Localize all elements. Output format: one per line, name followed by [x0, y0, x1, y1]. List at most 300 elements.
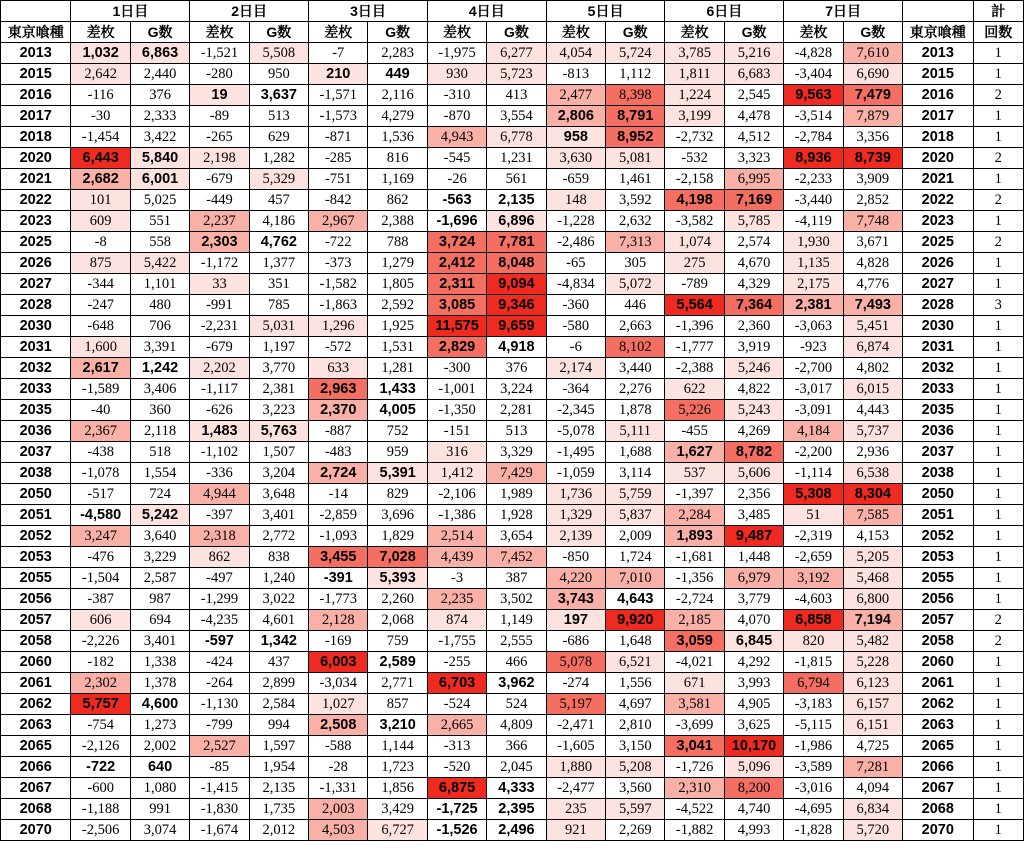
games-cell: 7,194: [843, 610, 902, 631]
machine-number-cell: 2023: [1, 211, 71, 232]
diff-cell: -1,299: [190, 589, 249, 610]
table-row: [1, 400, 1024, 421]
diff-cell: 9,563: [784, 85, 843, 106]
games-cell: 838: [249, 547, 308, 568]
machine-number-cell: 2018: [1, 127, 71, 148]
diff-cell: -1,396: [665, 316, 724, 337]
games-cell: 513: [487, 421, 546, 442]
machine-number-cell: 2035: [1, 400, 71, 421]
games-cell: 8,048: [487, 253, 546, 274]
diff-cell: 3,630: [546, 148, 605, 169]
games-cell: 3,779: [724, 589, 783, 610]
table-row: [1, 43, 1024, 64]
games-cell: 1,531: [368, 337, 427, 358]
diff-cell: -3,699: [665, 715, 724, 736]
games-cell: 6,845: [724, 631, 783, 652]
diff-cell: 2,284: [665, 505, 724, 526]
games-cell: 6,690: [843, 64, 902, 85]
games-cell: 4,993: [724, 820, 783, 841]
games-cell: 457: [249, 190, 308, 211]
games-cell: 1,878: [606, 400, 665, 421]
diff-cell: -2,506: [71, 820, 130, 841]
diff-cell: 2,311: [427, 274, 486, 295]
games-cell: 5,451: [843, 316, 902, 337]
games-cell: 1,281: [368, 358, 427, 379]
diff-cell: 210: [309, 64, 368, 85]
count-cell: 1: [973, 673, 1023, 694]
table-row: [1, 463, 1024, 484]
diff-cell: 6,003: [309, 652, 368, 673]
diff-cell: -3,016: [784, 778, 843, 799]
games-cell: 2,360: [724, 316, 783, 337]
diff-cell: 4,184: [784, 421, 843, 442]
diff-cell: -449: [190, 190, 249, 211]
machine-number-cell: 2036: [903, 421, 973, 442]
diff-cell: 3,085: [427, 295, 486, 316]
diff-cell: -923: [784, 337, 843, 358]
diff-cell: 6,443: [71, 148, 130, 169]
games-cell: 2,545: [724, 85, 783, 106]
machine-number-cell: 2062: [1, 694, 71, 715]
diff-cell: -65: [546, 253, 605, 274]
games-cell: 387: [487, 568, 546, 589]
games-cell: 7,281: [843, 757, 902, 778]
diff-cell: -4,119: [784, 211, 843, 232]
games-cell: 5,720: [843, 820, 902, 841]
games-cell: 1,805: [368, 274, 427, 295]
machine-number-cell: 2052: [903, 526, 973, 547]
games-cell: 4,443: [843, 400, 902, 421]
diff-cell: -7: [309, 43, 368, 64]
games-cell: 1,080: [130, 778, 189, 799]
diff-cell: 2,235: [427, 589, 486, 610]
games-cell: 1,723: [368, 757, 427, 778]
diff-cell: 2,128: [309, 610, 368, 631]
games-cell: 1,433: [368, 379, 427, 400]
games-cell: 3,229: [130, 547, 189, 568]
machine-number-cell: 2058: [903, 631, 973, 652]
diff-cell: -3,582: [665, 211, 724, 232]
day-5-header: 5日目: [546, 1, 665, 22]
games-cell: 6,001: [130, 169, 189, 190]
games-cell: 3,329: [487, 442, 546, 463]
diff-cell: 3,581: [665, 694, 724, 715]
diff-cell: -1,093: [309, 526, 368, 547]
diff-cell: -3,091: [784, 400, 843, 421]
games-cell: 5,763: [249, 421, 308, 442]
games-cell: 3,210: [368, 715, 427, 736]
games-cell: 3,401: [130, 631, 189, 652]
machine-number-cell: 2058: [1, 631, 71, 652]
diff-cell: -2,106: [427, 484, 486, 505]
games-cell: 1,856: [368, 778, 427, 799]
diff-cell: -1,117: [190, 379, 249, 400]
diff-cell: 2,318: [190, 526, 249, 547]
diff-cell: -285: [309, 148, 368, 169]
diff-cell: 2,514: [427, 526, 486, 547]
games-cell: 1,556: [606, 673, 665, 694]
diff-cell: -30: [71, 106, 130, 127]
machine-number-cell: 2067: [903, 778, 973, 799]
machine-header-left: 東京喰種: [1, 22, 71, 43]
table-row: [1, 379, 1024, 400]
diff-cell: -3,440: [784, 190, 843, 211]
count-cell: 1: [973, 778, 1023, 799]
diff-cell: 622: [665, 379, 724, 400]
diff-cell: -686: [546, 631, 605, 652]
games-cell: 3,485: [724, 505, 783, 526]
games-cell: 437: [249, 652, 308, 673]
games-cell: 1,197: [249, 337, 308, 358]
games-cell: 5,208: [606, 757, 665, 778]
games-cell: 6,995: [724, 169, 783, 190]
diff-cell: 1,880: [546, 757, 605, 778]
games-cell: 6,151: [843, 715, 902, 736]
diff-cell: 6,703: [427, 673, 486, 694]
diff-cell: -182: [71, 652, 130, 673]
games-cell: 2,260: [368, 589, 427, 610]
games-cell: 413: [487, 85, 546, 106]
diff-cell: -28: [309, 757, 368, 778]
games-cell: 5,031: [249, 316, 308, 337]
games-cell: 1,597: [249, 736, 308, 757]
table-row: [1, 148, 1024, 169]
count-cell: 1: [973, 274, 1023, 295]
games-cell: 2,116: [368, 85, 427, 106]
diff-cell: -991: [190, 295, 249, 316]
games-cell: 5,482: [843, 631, 902, 652]
games-cell: 4,600: [130, 694, 189, 715]
games-cell: 4,153: [843, 526, 902, 547]
games-cell: 2,936: [843, 442, 902, 463]
games-cell: 1,240: [249, 568, 308, 589]
table-row: [1, 85, 1024, 106]
diff-cell: -600: [71, 778, 130, 799]
diff-cell: 1,412: [427, 463, 486, 484]
machine-number-cell: 2066: [1, 757, 71, 778]
games-cell: 2,333: [130, 106, 189, 127]
machine-number-cell: 2068: [1, 799, 71, 820]
games-cell: 2,276: [606, 379, 665, 400]
diff-cell: 3,724: [427, 232, 486, 253]
diff-cell: -1,001: [427, 379, 486, 400]
diff-cell: -336: [190, 463, 249, 484]
diff-cell: -4,580: [71, 505, 130, 526]
games-cell: 640: [130, 757, 189, 778]
diff-header: 差枚: [71, 22, 130, 43]
games-cell: 8,200: [724, 778, 783, 799]
diff-header: 差枚: [546, 22, 605, 43]
games-cell: 2,440: [130, 64, 189, 85]
machine-number-cell: 2032: [1, 358, 71, 379]
games-cell: 3,648: [249, 484, 308, 505]
diff-cell: -648: [71, 316, 130, 337]
machine-number-cell: 2070: [903, 820, 973, 841]
diff-cell: -1,726: [665, 757, 724, 778]
diff-cell: -1,589: [71, 379, 130, 400]
day-1-header: 1日目: [71, 1, 190, 22]
games-cell: 366: [487, 736, 546, 757]
games-cell: 2,009: [606, 526, 665, 547]
games-cell: 2,496: [487, 820, 546, 841]
games-cell: 3,671: [843, 232, 902, 253]
count-cell: 1: [973, 106, 1023, 127]
diff-cell: -4,695: [784, 799, 843, 820]
games-cell: 6,778: [487, 127, 546, 148]
games-cell: 6,834: [843, 799, 902, 820]
diff-cell: -116: [71, 85, 130, 106]
games-cell: 1,448: [724, 547, 783, 568]
games-cell: 4,512: [724, 127, 783, 148]
games-cell: 4,070: [724, 610, 783, 631]
games-cell: 994: [249, 715, 308, 736]
count-cell: 1: [973, 736, 1023, 757]
diff-cell: -545: [427, 148, 486, 169]
games-cell: 1,231: [487, 148, 546, 169]
count-cell: 1: [973, 169, 1023, 190]
diff-cell: 1,032: [71, 43, 130, 64]
diff-cell: 2,185: [665, 610, 724, 631]
diff-cell: -1,975: [427, 43, 486, 64]
games-cell: 5,111: [606, 421, 665, 442]
machine-number-cell: 2031: [1, 337, 71, 358]
diff-cell: 148: [546, 190, 605, 211]
table-row: [1, 673, 1024, 694]
count-cell: 1: [973, 694, 1023, 715]
games-cell: 629: [249, 127, 308, 148]
machine-number-cell: 2028: [1, 295, 71, 316]
machine-number-cell: 2050: [903, 484, 973, 505]
machine-number-cell: 2015: [1, 64, 71, 85]
count-cell: 1: [973, 568, 1023, 589]
diff-cell: -5,078: [546, 421, 605, 442]
diff-cell: 958: [546, 127, 605, 148]
diff-cell: 1,930: [784, 232, 843, 253]
games-cell: 2,135: [487, 190, 546, 211]
diff-header: 差枚: [309, 22, 368, 43]
games-cell: 6,874: [843, 337, 902, 358]
diff-cell: 820: [784, 631, 843, 652]
diff-cell: -4,235: [190, 610, 249, 631]
diff-cell: -476: [71, 547, 130, 568]
games-cell: 1,461: [606, 169, 665, 190]
diff-cell: 1,811: [665, 64, 724, 85]
diff-cell: 875: [71, 253, 130, 274]
games-cell: 7,781: [487, 232, 546, 253]
games-cell: 4,802: [843, 358, 902, 379]
machine-number-cell: 2013: [1, 43, 71, 64]
diff-cell: -2,471: [546, 715, 605, 736]
games-cell: 5,216: [724, 43, 783, 64]
diff-cell: -310: [427, 85, 486, 106]
games-cell: 1,829: [368, 526, 427, 547]
diff-cell: -4,603: [784, 589, 843, 610]
diff-cell: -2,158: [665, 169, 724, 190]
machine-number-cell: 2061: [903, 673, 973, 694]
count-cell: 1: [973, 64, 1023, 85]
machine-number-cell: 2023: [903, 211, 973, 232]
diff-cell: -1,454: [71, 127, 130, 148]
games-cell: 724: [130, 484, 189, 505]
table-row: [1, 421, 1024, 442]
count-cell: 2: [973, 148, 1023, 169]
diff-cell: -580: [546, 316, 605, 337]
diff-cell: 1,135: [784, 253, 843, 274]
diff-cell: 19: [190, 85, 249, 106]
games-cell: 2,555: [487, 631, 546, 652]
day-3-header: 3日目: [309, 1, 428, 22]
table-row: [1, 64, 1024, 85]
table-row: [1, 316, 1024, 337]
games-header: G数: [487, 22, 546, 43]
table-body: [1, 43, 1024, 841]
diff-cell: -1,755: [427, 631, 486, 652]
diff-cell: 4,944: [190, 484, 249, 505]
day-7-header: 7日目: [784, 1, 903, 22]
diff-cell: 537: [665, 463, 724, 484]
games-cell: 2,045: [487, 757, 546, 778]
games-cell: 2,587: [130, 568, 189, 589]
table-row: [1, 568, 1024, 589]
table-row: [1, 232, 1024, 253]
games-cell: 558: [130, 232, 189, 253]
diff-cell: 5,226: [665, 400, 724, 421]
diff-cell: -438: [71, 442, 130, 463]
diff-cell: -754: [71, 715, 130, 736]
games-cell: 5,391: [368, 463, 427, 484]
machine-number-cell: 2027: [903, 274, 973, 295]
diff-cell: 2,237: [190, 211, 249, 232]
count-cell: 1: [973, 799, 1023, 820]
games-cell: 2,356: [724, 484, 783, 505]
diff-cell: -1,386: [427, 505, 486, 526]
games-cell: 5,724: [606, 43, 665, 64]
diff-cell: -1,078: [71, 463, 130, 484]
diff-cell: 3,199: [665, 106, 724, 127]
games-cell: 4,776: [843, 274, 902, 295]
count-cell: 2: [973, 85, 1023, 106]
games-cell: 5,723: [487, 64, 546, 85]
games-cell: 7,313: [606, 232, 665, 253]
games-cell: 446: [606, 295, 665, 316]
games-cell: 351: [249, 274, 308, 295]
games-cell: 2,395: [487, 799, 546, 820]
diff-cell: -1,102: [190, 442, 249, 463]
games-cell: 4,822: [724, 379, 783, 400]
diff-cell: -520: [427, 757, 486, 778]
games-cell: 6,896: [487, 211, 546, 232]
machine-number-cell: 2061: [1, 673, 71, 694]
diff-cell: 2,682: [71, 169, 130, 190]
table-row: [1, 505, 1024, 526]
machine-number-cell: 2038: [1, 463, 71, 484]
machine-number-cell: 2033: [903, 379, 973, 400]
diff-cell: -40: [71, 400, 130, 421]
games-cell: 3,592: [606, 190, 665, 211]
diff-cell: -2,388: [665, 358, 724, 379]
games-header: G数: [130, 22, 189, 43]
diff-cell: -3,589: [784, 757, 843, 778]
diff-cell: -887: [309, 421, 368, 442]
count-cell: 1: [973, 652, 1023, 673]
diff-cell: -517: [71, 484, 130, 505]
diff-cell: -2,486: [546, 232, 605, 253]
games-cell: 8,304: [843, 484, 902, 505]
games-cell: 3,560: [606, 778, 665, 799]
diff-cell: 2,806: [546, 106, 605, 127]
games-cell: 2,589: [368, 652, 427, 673]
machine-number-cell: 2066: [903, 757, 973, 778]
games-cell: 2,663: [606, 316, 665, 337]
diff-cell: -1,830: [190, 799, 249, 820]
games-cell: 6,123: [843, 673, 902, 694]
machine-number-cell: 2060: [903, 652, 973, 673]
diff-cell: -842: [309, 190, 368, 211]
diff-cell: -1,605: [546, 736, 605, 757]
table-row: [1, 652, 1024, 673]
table-row: [1, 799, 1024, 820]
games-cell: 7,010: [606, 568, 665, 589]
count-cell: 1: [973, 547, 1023, 568]
table-row: [1, 715, 1024, 736]
diff-header: 差枚: [427, 22, 486, 43]
games-cell: 561: [487, 169, 546, 190]
machine-number-cell: 2025: [903, 232, 973, 253]
games-cell: 6,863: [130, 43, 189, 64]
games-cell: 959: [368, 442, 427, 463]
diff-cell: 874: [427, 610, 486, 631]
machine-number-cell: 2051: [1, 505, 71, 526]
games-cell: 3,223: [249, 400, 308, 421]
diff-cell: -89: [190, 106, 249, 127]
machine-number-cell: 2026: [903, 253, 973, 274]
diff-cell: 1,736: [546, 484, 605, 505]
diff-cell: -1,882: [665, 820, 724, 841]
games-cell: 8,782: [724, 442, 783, 463]
games-cell: 5,205: [843, 547, 902, 568]
games-cell: 8,739: [843, 148, 902, 169]
games-cell: 6,521: [606, 652, 665, 673]
machine-number-cell: 2025: [1, 232, 71, 253]
games-cell: 2,772: [249, 526, 308, 547]
games-cell: 3,323: [724, 148, 783, 169]
machine-number-cell: 2038: [903, 463, 973, 484]
diff-cell: -455: [665, 421, 724, 442]
games-cell: 3,640: [130, 526, 189, 547]
diff-cell: 921: [546, 820, 605, 841]
games-cell: 706: [130, 316, 189, 337]
games-cell: 4,905: [724, 694, 783, 715]
games-cell: 3,637: [249, 85, 308, 106]
diff-cell: 2,829: [427, 337, 486, 358]
games-cell: 5,246: [724, 358, 783, 379]
games-cell: 4,292: [724, 652, 783, 673]
diff-cell: 6,875: [427, 778, 486, 799]
machine-number-cell: 2031: [903, 337, 973, 358]
diff-cell: 4,503: [309, 820, 368, 841]
diff-cell: 2,381: [784, 295, 843, 316]
diff-cell: 235: [546, 799, 605, 820]
games-cell: 5,759: [606, 484, 665, 505]
machine-number-cell: 2020: [1, 148, 71, 169]
machine-number-cell: 2065: [903, 736, 973, 757]
diff-cell: -1,130: [190, 694, 249, 715]
diff-cell: 3,041: [665, 736, 724, 757]
diff-cell: -373: [309, 253, 368, 274]
games-cell: 5,072: [606, 274, 665, 295]
games-cell: 6,683: [724, 64, 783, 85]
games-cell: 862: [368, 190, 427, 211]
